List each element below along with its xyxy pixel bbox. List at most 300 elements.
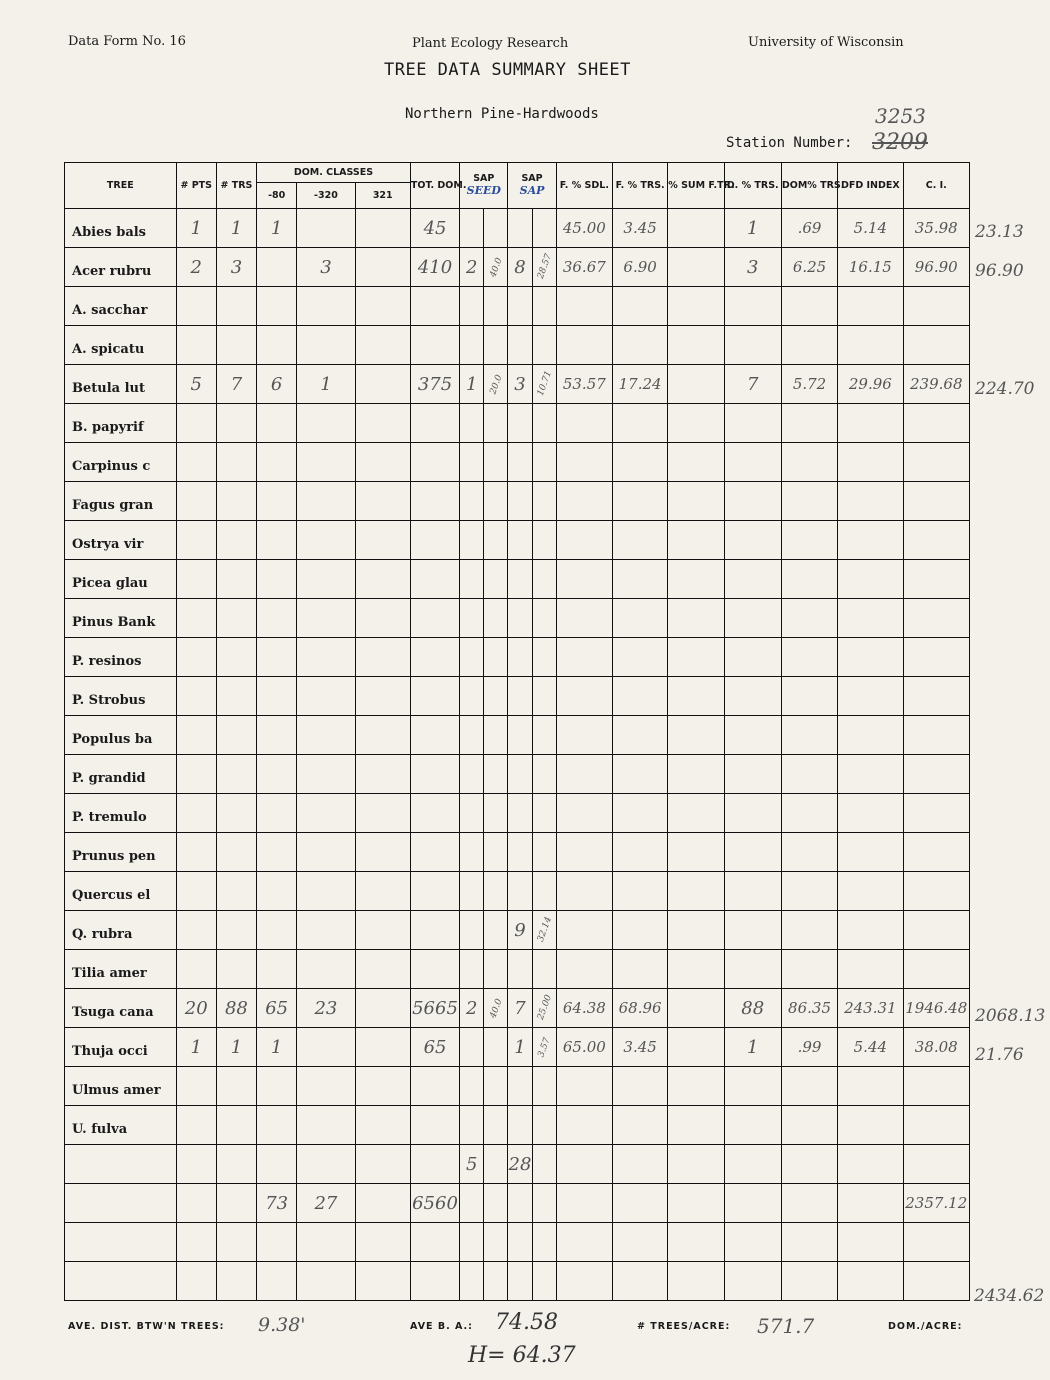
cell-s1: 2 (460, 989, 484, 1028)
tree-name: P. tremulo (65, 794, 177, 833)
cell-c321 (355, 1067, 410, 1106)
cell-trs: 3 (216, 248, 256, 287)
cell-tot (410, 1106, 459, 1145)
cell-ci (903, 677, 969, 716)
cell-ci (903, 287, 969, 326)
cell-c321 (355, 950, 410, 989)
cell-sum (668, 365, 724, 404)
cell-trs (216, 677, 256, 716)
cell-dfd: 5.44 (838, 1028, 903, 1067)
col-f-sdl: F. % SDL. (556, 163, 612, 209)
cell-c80 (257, 248, 297, 287)
cell-trs (216, 794, 256, 833)
tree-name: Picea glau (65, 560, 177, 599)
cell-c321 (355, 716, 410, 755)
cell-dtrs (724, 287, 781, 326)
cell-dfd (838, 950, 903, 989)
tree-name (65, 1223, 177, 1262)
cell-c321 (355, 443, 410, 482)
table-row-extra (65, 1184, 970, 1223)
cell-dtrs (724, 1184, 781, 1223)
cell-dtrs: 88 (724, 989, 781, 1028)
cell-dfd (838, 1145, 903, 1184)
cell-tot: 375 (410, 365, 459, 404)
cell-dfd (838, 482, 903, 521)
table-row (65, 365, 970, 404)
table-row (65, 1106, 970, 1145)
cell-domtrs (781, 1184, 837, 1223)
cell-dtrs: 1 (724, 1028, 781, 1067)
cell-ci: 35.98 (903, 209, 969, 248)
cell-domtrs (781, 1223, 837, 1262)
col-dom-80: -80 (257, 183, 297, 209)
cell-pts (176, 794, 216, 833)
cell-tot (410, 833, 459, 872)
form-number: Data Form No. 16 (68, 34, 186, 49)
cell-pts (176, 326, 216, 365)
tree-name: Tsuga cana (65, 989, 177, 1028)
cell-c320 (297, 950, 355, 989)
cell-ci (903, 326, 969, 365)
cell-ci: 96.90 (903, 248, 969, 287)
trees-per-acre-label: # TREES/ACRE: (637, 1321, 731, 1332)
tree-name: Thuja occi (65, 1028, 177, 1067)
cell-ci (903, 950, 969, 989)
col-sap-2: SAP (521, 173, 543, 184)
cell-sum (668, 755, 724, 794)
table-row (65, 833, 970, 872)
cell-ci (903, 872, 969, 911)
margin-note: 2068.13 (975, 1006, 1046, 1026)
height-value: H= 64.37 (468, 1343, 576, 1368)
cell-pts (176, 950, 216, 989)
cell-dtrs (724, 950, 781, 989)
cell-dtrs (724, 638, 781, 677)
cell-pts (176, 872, 216, 911)
cell-domtrs: .99 (781, 1028, 837, 1067)
table-row (65, 1067, 970, 1106)
table-row-extra (65, 1262, 970, 1301)
cell-domtrs (781, 1262, 837, 1301)
cell-sum (668, 677, 724, 716)
cell-trs (216, 833, 256, 872)
cell-fsdl: 53.57 (556, 365, 612, 404)
cell-s1f: 20.0 (473, 366, 518, 402)
cell-dtrs (724, 677, 781, 716)
cell-tot (410, 950, 459, 989)
cell-fsdl: 64.38 (556, 989, 612, 1028)
tree-name: P. grandid (65, 755, 177, 794)
table-row (65, 560, 970, 599)
cell-ftrs (612, 1145, 667, 1184)
cell-dfd (838, 1184, 903, 1223)
cell-c321 (355, 794, 410, 833)
cell-trs (216, 560, 256, 599)
cell-domtrs (781, 521, 837, 560)
cell-ci (903, 443, 969, 482)
margin-note-bottom: 2434.62 (974, 1286, 1045, 1306)
table-row (65, 989, 970, 1028)
cell-s2: 3 (508, 365, 532, 404)
page-title: TREE DATA SUMMARY SHEET (384, 60, 631, 80)
cell-tot (410, 1145, 459, 1184)
cell-c80: 6 (257, 365, 297, 404)
cell-dtrs (724, 404, 781, 443)
cell-sum (668, 833, 724, 872)
cell-trs (216, 482, 256, 521)
margin-note: 96.90 (975, 261, 1024, 282)
cell-c80 (257, 560, 297, 599)
cell-pts: 1 (176, 1028, 216, 1067)
cell-tot (410, 599, 459, 638)
tree-name: Carpinus c (65, 443, 177, 482)
tree-name: Fagus gran (65, 482, 177, 521)
col-f-trs: F. % TRS. (612, 163, 667, 209)
cell-tot (410, 404, 459, 443)
cell-domtrs (781, 326, 837, 365)
col-ci: C. I. (903, 163, 969, 209)
cell-dfd (838, 404, 903, 443)
cell-ci (903, 404, 969, 443)
cell-pts (176, 638, 216, 677)
cell-trs (216, 443, 256, 482)
cell-fsdl: 65.00 (556, 1028, 612, 1067)
cell-ci (903, 1145, 969, 1184)
cell-dfd (838, 326, 903, 365)
cell-c321 (355, 989, 410, 1028)
cell-dfd (838, 638, 903, 677)
table-row (65, 599, 970, 638)
cell-c80: 65 (257, 989, 297, 1028)
table-row (65, 911, 970, 950)
margin-note: 224.70 (975, 378, 1035, 399)
cell-tot (410, 521, 459, 560)
table-row (65, 482, 970, 521)
cell-dtrs (724, 833, 781, 872)
cell-sum (668, 560, 724, 599)
cell-c320 (297, 677, 355, 716)
cell-c321 (355, 1262, 410, 1301)
col-sum-ftr: % SUM F.TR. (668, 163, 724, 209)
cell-ftrs (612, 1223, 667, 1262)
cell-c320 (297, 716, 355, 755)
cell-tot (410, 287, 459, 326)
cell-pts: 2 (176, 248, 216, 287)
cell-ci (903, 482, 969, 521)
cell-dfd (838, 755, 903, 794)
table-row (65, 326, 970, 365)
cell-c320 (297, 872, 355, 911)
cell-dtrs (724, 1223, 781, 1262)
cell-c80 (257, 716, 297, 755)
cell-s2: 1 (508, 1028, 532, 1067)
tree-name (65, 1145, 177, 1184)
cell-ci (903, 833, 969, 872)
cell-s2f: 25.00 (522, 990, 567, 1026)
page-subtitle: Northern Pine-Hardwoods (405, 106, 599, 122)
cell-trs: 1 (216, 1028, 256, 1067)
cell-ftrs (612, 404, 667, 443)
cell-s2: 9 (508, 911, 532, 950)
cell-c320 (297, 443, 355, 482)
cell-pts (176, 1106, 216, 1145)
cell-pts (176, 833, 216, 872)
cell-trs (216, 755, 256, 794)
cell-trs (216, 521, 256, 560)
tree-name: Q. rubra (65, 911, 177, 950)
cell-ci (903, 1223, 969, 1262)
cell-sum (668, 1028, 724, 1067)
cell-ftrs (612, 560, 667, 599)
cell-dtrs: 7 (724, 365, 781, 404)
cell-tot (410, 677, 459, 716)
cell-tot (410, 326, 459, 365)
cell-ftrs (612, 326, 667, 365)
cell-ftrs (612, 716, 667, 755)
station-number-label: Station Number: (726, 135, 853, 151)
cell-c320: 27 (297, 1184, 355, 1223)
cell-ftrs (612, 911, 667, 950)
cell-dfd (838, 1067, 903, 1106)
cell-ci (903, 716, 969, 755)
cell-fsdl: 36.67 (556, 248, 612, 287)
cell-c320 (297, 1145, 355, 1184)
cell-c80: 1 (257, 1028, 297, 1067)
cell-domtrs (781, 1067, 837, 1106)
cell-trs (216, 1262, 256, 1301)
col-dom-trs: DOM% TRS. (781, 163, 837, 209)
cell-c80 (257, 443, 297, 482)
cell-ftrs (612, 833, 667, 872)
organization: Plant Ecology Research (412, 36, 569, 51)
cell-ftrs (612, 599, 667, 638)
cell-tot (410, 1223, 459, 1262)
cell-dtrs (724, 521, 781, 560)
cell-dtrs (724, 482, 781, 521)
col-trs: # TRS (216, 163, 256, 209)
cell-c320 (297, 1262, 355, 1301)
cell-ftrs: 17.24 (612, 365, 667, 404)
cell-dfd (838, 560, 903, 599)
cell-c80 (257, 326, 297, 365)
cell-trs (216, 911, 256, 950)
cell-c320 (297, 1067, 355, 1106)
cell-pts (176, 599, 216, 638)
cell-ftrs: 3.45 (612, 209, 667, 248)
cell-tot (410, 1067, 459, 1106)
cell-c80 (257, 404, 297, 443)
tree-name (65, 1262, 177, 1301)
cell-dfd: 16.15 (838, 248, 903, 287)
cell-sum (668, 482, 724, 521)
cell-dtrs (724, 872, 781, 911)
cell-c80 (257, 755, 297, 794)
cell-s1: 1 (460, 365, 484, 404)
cell-domtrs (781, 443, 837, 482)
cell-pts (176, 443, 216, 482)
cell-sum (668, 521, 724, 560)
cell-ftrs: 3.45 (612, 1028, 667, 1067)
cell-c320 (297, 1028, 355, 1067)
cell-ftrs (612, 287, 667, 326)
cell-ftrs (612, 1067, 667, 1106)
cell-c80 (257, 482, 297, 521)
cell-dtrs (724, 1106, 781, 1145)
cell-ftrs (612, 482, 667, 521)
tree-name: Populus ba (65, 716, 177, 755)
cell-sum (668, 248, 724, 287)
cell-c80: 1 (257, 209, 297, 248)
cell-dfd (838, 599, 903, 638)
cell-ci (903, 1106, 969, 1145)
cell-ftrs (612, 1106, 667, 1145)
table-row (65, 1028, 970, 1067)
cell-ftrs: 68.96 (612, 989, 667, 1028)
table-row-extra (65, 1223, 970, 1262)
cell-tot: 6560 (410, 1184, 459, 1223)
cell-dfd (838, 833, 903, 872)
cell-ci (903, 560, 969, 599)
cell-c320 (297, 911, 355, 950)
cell-tot (410, 794, 459, 833)
cell-c320 (297, 560, 355, 599)
cell-c320 (297, 287, 355, 326)
cell-trs (216, 950, 256, 989)
cell-dfd (838, 794, 903, 833)
tree-name: U. fulva (65, 1106, 177, 1145)
col-tree: TREE (65, 163, 177, 209)
tree-name: Pinus Bank (65, 599, 177, 638)
cell-c320 (297, 833, 355, 872)
cell-sum (668, 404, 724, 443)
table-row (65, 209, 970, 248)
tree-name: P. resinos (65, 638, 177, 677)
trees-per-acre-value: 571.7 (757, 1314, 815, 1338)
cell-pts: 1 (176, 209, 216, 248)
cell-sum (668, 872, 724, 911)
cell-tot (410, 872, 459, 911)
ave-ba-value: 74.58 (495, 1310, 558, 1335)
cell-c320 (297, 599, 355, 638)
cell-ci: 2357.12 (903, 1184, 969, 1223)
cell-domtrs (781, 482, 837, 521)
cell-c320 (297, 326, 355, 365)
cell-c320 (297, 638, 355, 677)
margin-note: 23.13 (975, 222, 1024, 242)
cell-tot (410, 443, 459, 482)
table-row (65, 521, 970, 560)
cell-domtrs (781, 599, 837, 638)
cell-domtrs (781, 404, 837, 443)
cell-c80 (257, 1106, 297, 1145)
cell-ftrs (612, 638, 667, 677)
cell-s2f: 10.71 (522, 366, 567, 402)
cell-ci (903, 1262, 969, 1301)
cell-c321 (355, 521, 410, 560)
table-row (65, 677, 970, 716)
cell-domtrs: .69 (781, 209, 837, 248)
cell-domtrs: 6.25 (781, 248, 837, 287)
cell-c80 (257, 872, 297, 911)
cell-trs (216, 638, 256, 677)
cell-pts (176, 287, 216, 326)
cell-c80 (257, 794, 297, 833)
tree-name: A. spicatu (65, 326, 177, 365)
col-dom-321: 321 (355, 183, 410, 209)
cell-pts (176, 1223, 216, 1262)
cell-c80 (257, 1223, 297, 1262)
table-row (65, 794, 970, 833)
cell-domtrs (781, 287, 837, 326)
cell-sum (668, 950, 724, 989)
cell-pts (176, 1145, 216, 1184)
cell-s2: 7 (508, 989, 532, 1028)
cell-domtrs (781, 716, 837, 755)
cell-c80 (257, 1067, 297, 1106)
cell-dfd (838, 1106, 903, 1145)
cell-c321 (355, 911, 410, 950)
cell-trs: 1 (216, 209, 256, 248)
cell-tot (410, 1262, 459, 1301)
station-number-new: 3253 (875, 104, 926, 128)
ave-ba-label: AVE B. A.: (410, 1321, 473, 1332)
cell-dtrs: 1 (724, 209, 781, 248)
cell-c321 (355, 287, 410, 326)
cell-dfd (838, 911, 903, 950)
cell-c80: 73 (257, 1184, 297, 1223)
cell-c321 (355, 599, 410, 638)
tree-name: Betula lut (65, 365, 177, 404)
tree-name: A. sacchar (65, 287, 177, 326)
cell-s2f: 32.14 (522, 912, 567, 948)
cell-dfd (838, 872, 903, 911)
cell-c80 (257, 677, 297, 716)
cell-c320 (297, 482, 355, 521)
cell-domtrs (781, 1145, 837, 1184)
cell-pts (176, 521, 216, 560)
cell-ci: 239.68 (903, 365, 969, 404)
cell-tot (410, 716, 459, 755)
cell-ftrs (612, 794, 667, 833)
cell-ci (903, 755, 969, 794)
cell-c320 (297, 794, 355, 833)
cell-c321 (355, 209, 410, 248)
cell-sum (668, 1223, 724, 1262)
cell-ftrs: 6.90 (612, 248, 667, 287)
cell-domtrs (781, 755, 837, 794)
cell-c321 (355, 1223, 410, 1262)
cell-c80 (257, 950, 297, 989)
cell-sum (668, 716, 724, 755)
cell-dtrs (724, 1262, 781, 1301)
cell-dtrs (724, 794, 781, 833)
col-sap-seed (460, 163, 508, 209)
cell-c80 (257, 1145, 297, 1184)
table-row (65, 443, 970, 482)
cell-trs (216, 599, 256, 638)
cell-pts (176, 677, 216, 716)
cell-sum (668, 1262, 724, 1301)
cell-trs (216, 1223, 256, 1262)
cell-ftrs (612, 443, 667, 482)
cell-sum (668, 1145, 724, 1184)
cell-trs: 7 (216, 365, 256, 404)
cell-s2: 8 (508, 248, 532, 287)
cell-ftrs (612, 755, 667, 794)
cell-trs (216, 1067, 256, 1106)
table-row (65, 248, 970, 287)
cell-ftrs (612, 1184, 667, 1223)
